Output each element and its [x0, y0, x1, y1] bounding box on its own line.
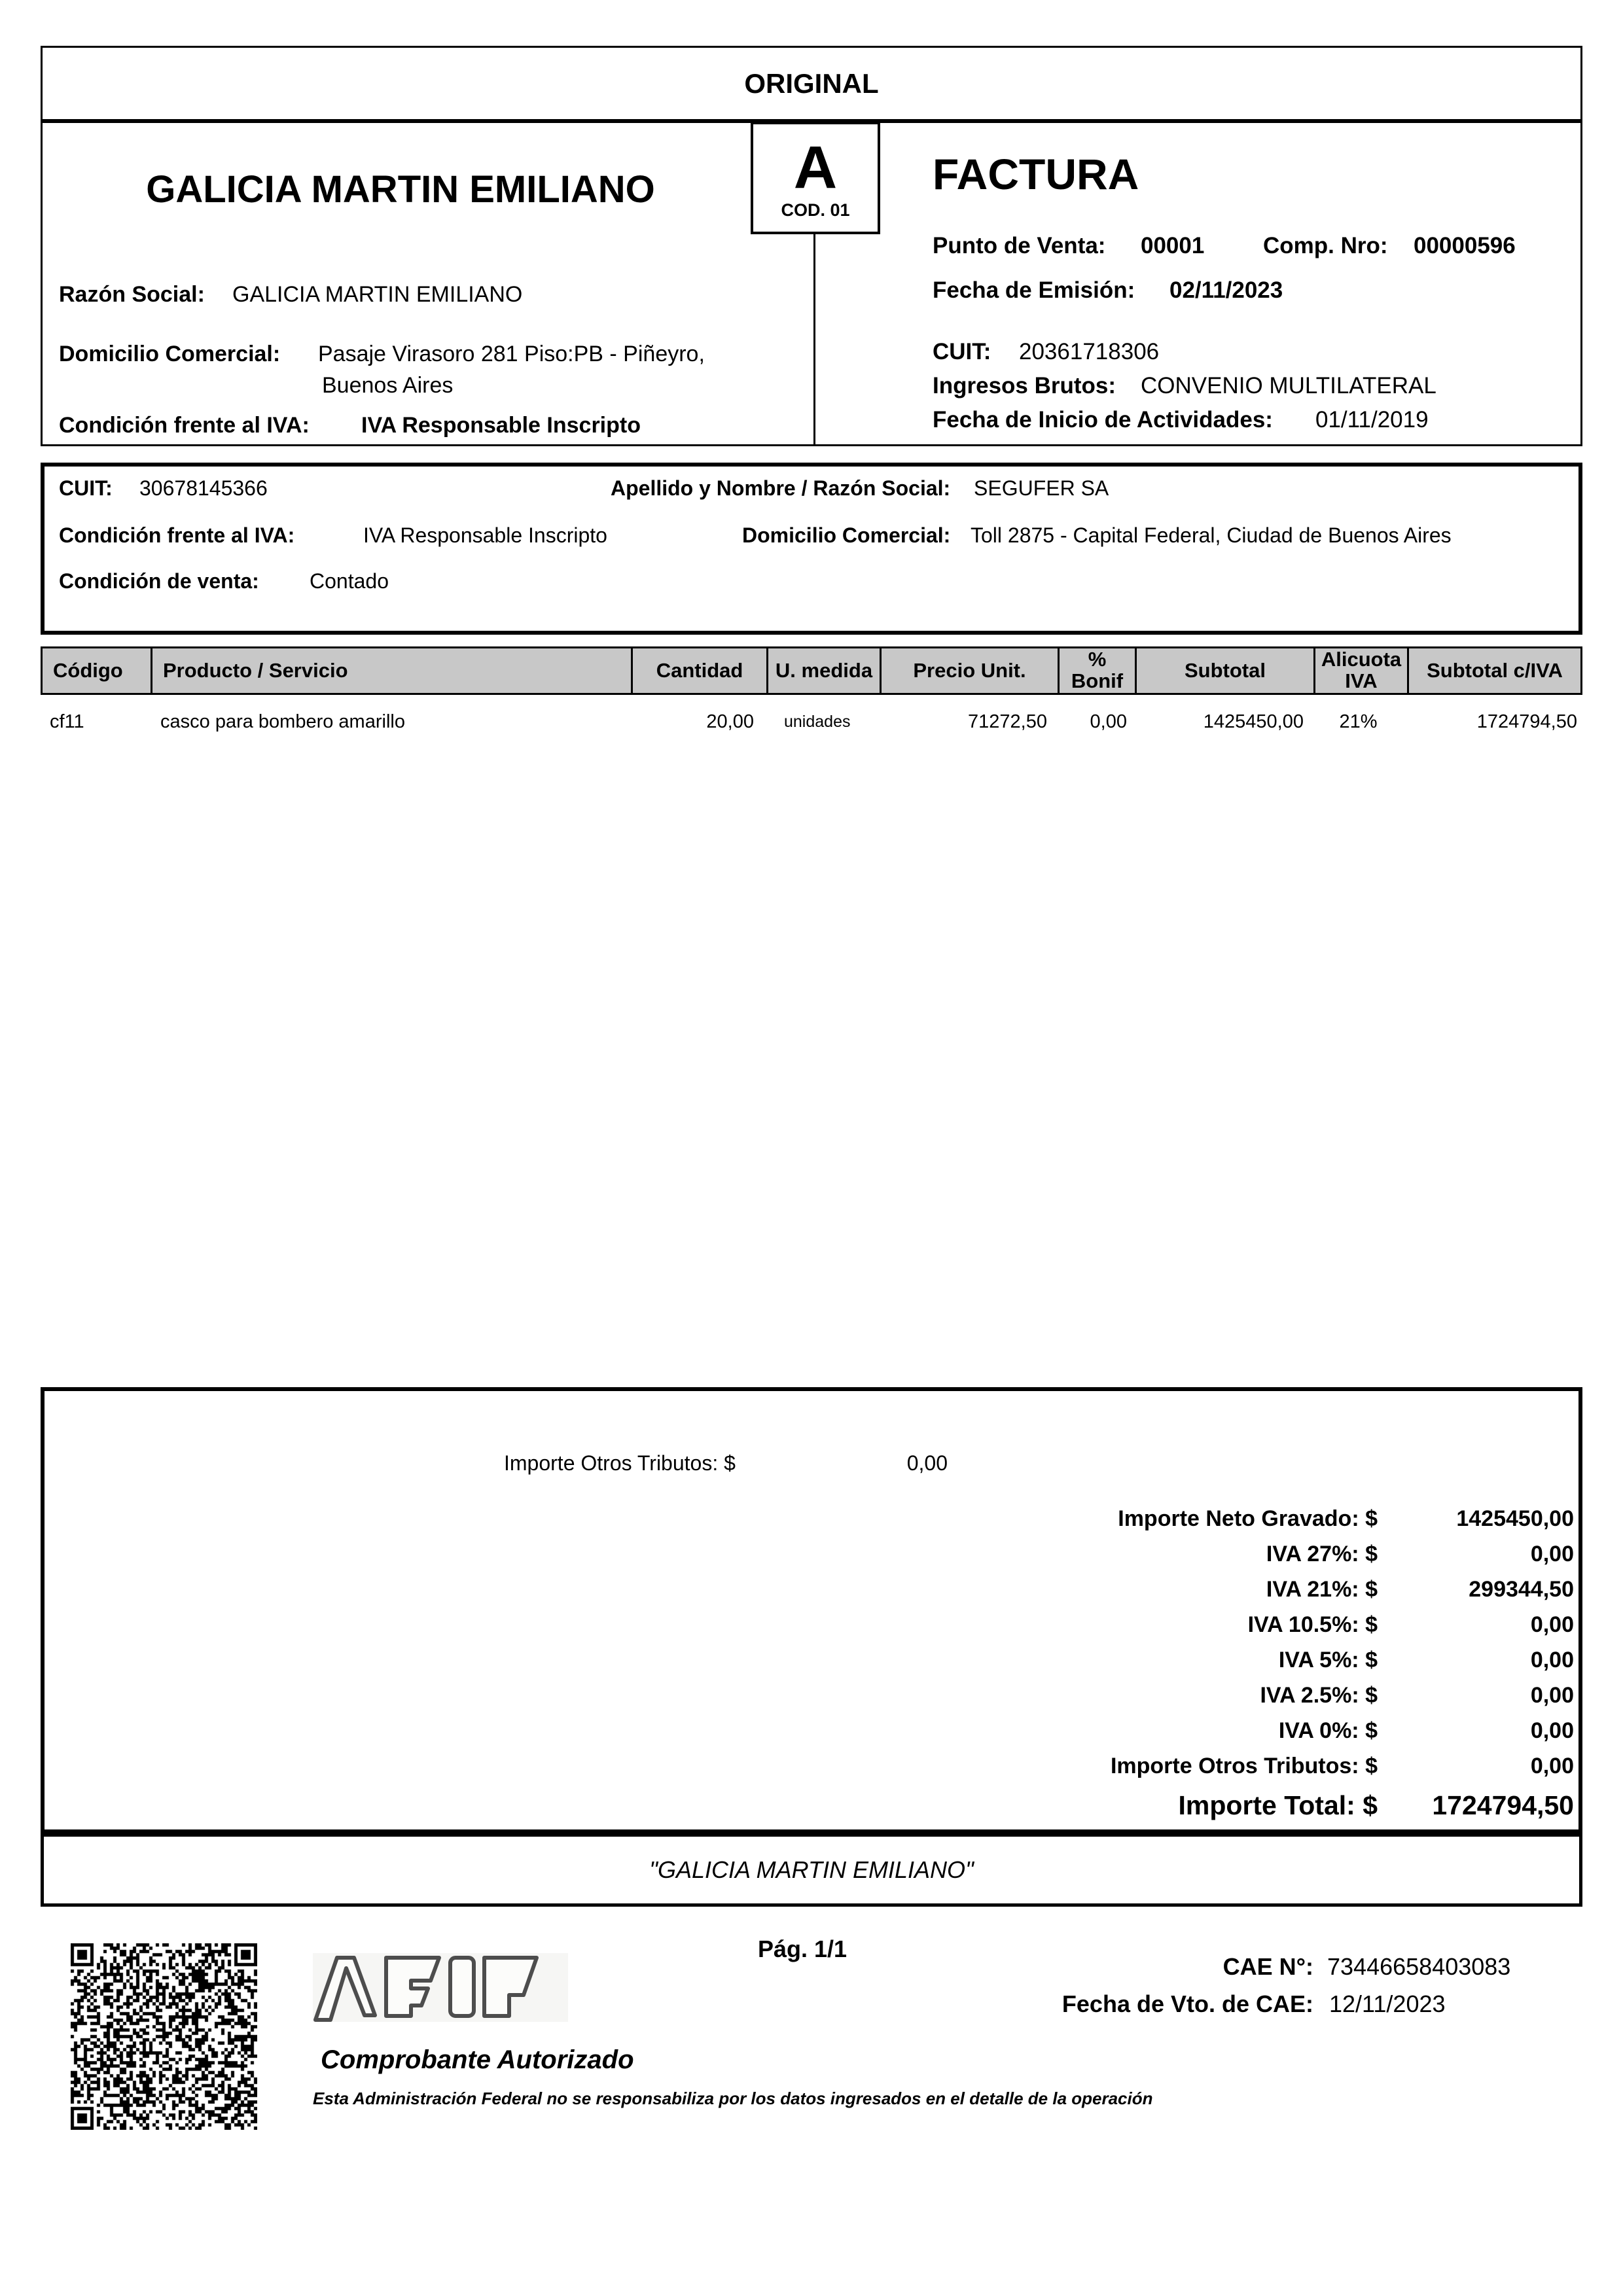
- quote-text: "GALICIA MARTIN EMILIANO": [649, 1856, 974, 1883]
- item-alicuota: 21%: [1339, 711, 1378, 732]
- total-line-label: IVA 10.5%: $: [1247, 1612, 1378, 1637]
- col-header-subtotal: Subtotal: [1135, 648, 1313, 693]
- item-subtotal: 1425450,00: [1203, 711, 1304, 732]
- domicilio-line2: Buenos Aires: [322, 373, 454, 398]
- customer-cuit-label: CUIT:: [59, 476, 113, 500]
- punto-venta-label: Punto de Venta:: [933, 233, 1106, 258]
- domicilio-line1: Pasaje Virasoro 281 Piso:PB - Piñeyro,: [318, 342, 705, 366]
- item-producto: casco para bombero amarillo: [160, 711, 405, 732]
- copy-label: ORIGINAL: [744, 67, 879, 99]
- col-header-umedida: U. medida: [766, 648, 880, 693]
- total-line-label: IVA 2.5%: $: [1260, 1683, 1378, 1708]
- col-header-producto: Producto / Servicio: [151, 648, 631, 693]
- customer-iva-value: IVA Responsable Inscripto: [363, 523, 607, 547]
- emitter-iva-value: IVA Responsable Inscripto: [361, 413, 641, 438]
- col-header-cantidad: Cantidad: [631, 648, 766, 693]
- table-row: [41, 705, 1582, 738]
- total-line-label: IVA 0%: $: [1278, 1718, 1378, 1743]
- cae-value: 73446658403083: [1327, 1953, 1511, 1980]
- cae-vto-label: Fecha de Vto. de CAE:: [1061, 1990, 1313, 2017]
- authorized-text: Comprobante Autorizado: [321, 2045, 634, 2074]
- qr-code-icon: [71, 1943, 257, 2130]
- emitter-cuit-label: CUIT:: [933, 339, 991, 364]
- total-line-label: Importe Otros Tributos: $: [1110, 1754, 1378, 1778]
- page-number: Pág. 1/1: [758, 1935, 847, 1962]
- razon-social-value: GALICIA MARTIN EMILIANO: [232, 282, 523, 307]
- total-line-value: 0,00: [1530, 1754, 1574, 1778]
- header-divider: [813, 234, 815, 446]
- total-line-value: 0,00: [1530, 1648, 1574, 1672]
- col-header-subtotal-iva: Subtotal c/IVA: [1407, 648, 1580, 693]
- comp-nro-value: 00000596: [1414, 233, 1516, 258]
- customer-domicilio-value: Toll 2875 - Capital Federal, Ciudad de Buenos Aires: [971, 523, 1452, 547]
- invoice-letter-box: [751, 122, 880, 234]
- col-header-precio: Precio Unit.: [880, 648, 1058, 693]
- importe-total-value: 1724794,50: [1432, 1790, 1574, 1820]
- punto-venta-value: 00001: [1141, 233, 1205, 258]
- total-line-label: IVA 21%: $: [1266, 1577, 1378, 1602]
- condicion-venta-value: Contado: [310, 569, 389, 593]
- customer-cuit-value: 30678145366: [139, 476, 268, 500]
- afip-logo-icon: [313, 1953, 569, 2022]
- col-header-bonif: % Bonif: [1058, 648, 1135, 693]
- quote-box: [41, 1833, 1582, 1907]
- item-bonif: 0,00: [1090, 711, 1127, 732]
- invoice-letter-code: COD. 01: [781, 200, 850, 220]
- razon-social-label: Razón Social:: [59, 282, 205, 307]
- total-line-value: 0,00: [1530, 1718, 1574, 1743]
- customer-domicilio-label: Domicilio Comercial:: [742, 523, 951, 547]
- comp-nro-label: Comp. Nro:: [1263, 233, 1388, 258]
- cae-vto-value: 12/11/2023: [1329, 1990, 1446, 2017]
- fecha-emision-value: 02/11/2023: [1169, 277, 1283, 303]
- total-line-value: 299344,50: [1469, 1577, 1574, 1602]
- inicio-actividades-value: 01/11/2019: [1315, 407, 1429, 433]
- invoice-letter: A: [793, 133, 838, 201]
- total-line-label: Importe Neto Gravado: $: [1118, 1506, 1378, 1531]
- importe-total-label: Importe Total: $: [1178, 1790, 1378, 1820]
- item-subtotal-iva: 1724794,50: [1476, 711, 1577, 732]
- customer-iva-label: Condición frente al IVA:: [59, 523, 295, 547]
- total-line-value: 0,00: [1530, 1683, 1574, 1708]
- total-line-value: 0,00: [1530, 1542, 1574, 1566]
- total-line-value: 1425450,00: [1456, 1506, 1574, 1531]
- inicio-actividades-label: Fecha de Inicio de Actividades:: [933, 407, 1273, 433]
- ingresos-brutos-value: CONVENIO MULTILATERAL: [1141, 373, 1436, 398]
- customer-name-value: SEGUFER SA: [974, 476, 1109, 500]
- otros-tributos-inline-label: Importe Otros Tributos: $: [504, 1451, 736, 1475]
- total-line-label: IVA 27%: $: [1266, 1542, 1378, 1566]
- item-cantidad: 20,00: [706, 711, 754, 732]
- original-banner: [41, 46, 1582, 121]
- col-header-codigo: Código: [53, 658, 123, 682]
- items-table-header: [41, 646, 1582, 695]
- customer-name-label: Apellido y Nombre / Razón Social:: [611, 476, 951, 500]
- col-header-alicuota: Alicuota IVA: [1313, 648, 1407, 693]
- item-umedida: unidades: [784, 712, 851, 731]
- emitter-cuit-value: 20361718306: [1019, 339, 1160, 364]
- ingresos-brutos-label: Ingresos Brutos:: [933, 373, 1116, 398]
- doc-type-title: FACTURA: [933, 150, 1139, 198]
- emitter-iva-label: Condición frente al IVA:: [59, 413, 310, 438]
- fecha-emision-label: Fecha de Emisión:: [933, 277, 1135, 303]
- emitter-name: GALICIA MARTIN EMILIANO: [146, 168, 655, 211]
- item-codigo: cf11: [50, 711, 84, 732]
- condicion-venta-label: Condición de venta:: [59, 569, 259, 593]
- otros-tributos-inline-value: 0,00: [906, 1451, 948, 1475]
- cae-label: CAE N°:: [1222, 1953, 1313, 1980]
- domicilio-label: Domicilio Comercial:: [59, 342, 281, 366]
- total-line-value: 0,00: [1530, 1612, 1574, 1637]
- item-precio: 71272,50: [968, 711, 1047, 732]
- disclaimer-text: Esta Administración Federal no se responsabiliza por los datos ingresados en el detalle de la operación: [313, 2089, 1153, 2108]
- total-line-label: IVA 5%: $: [1278, 1648, 1378, 1672]
